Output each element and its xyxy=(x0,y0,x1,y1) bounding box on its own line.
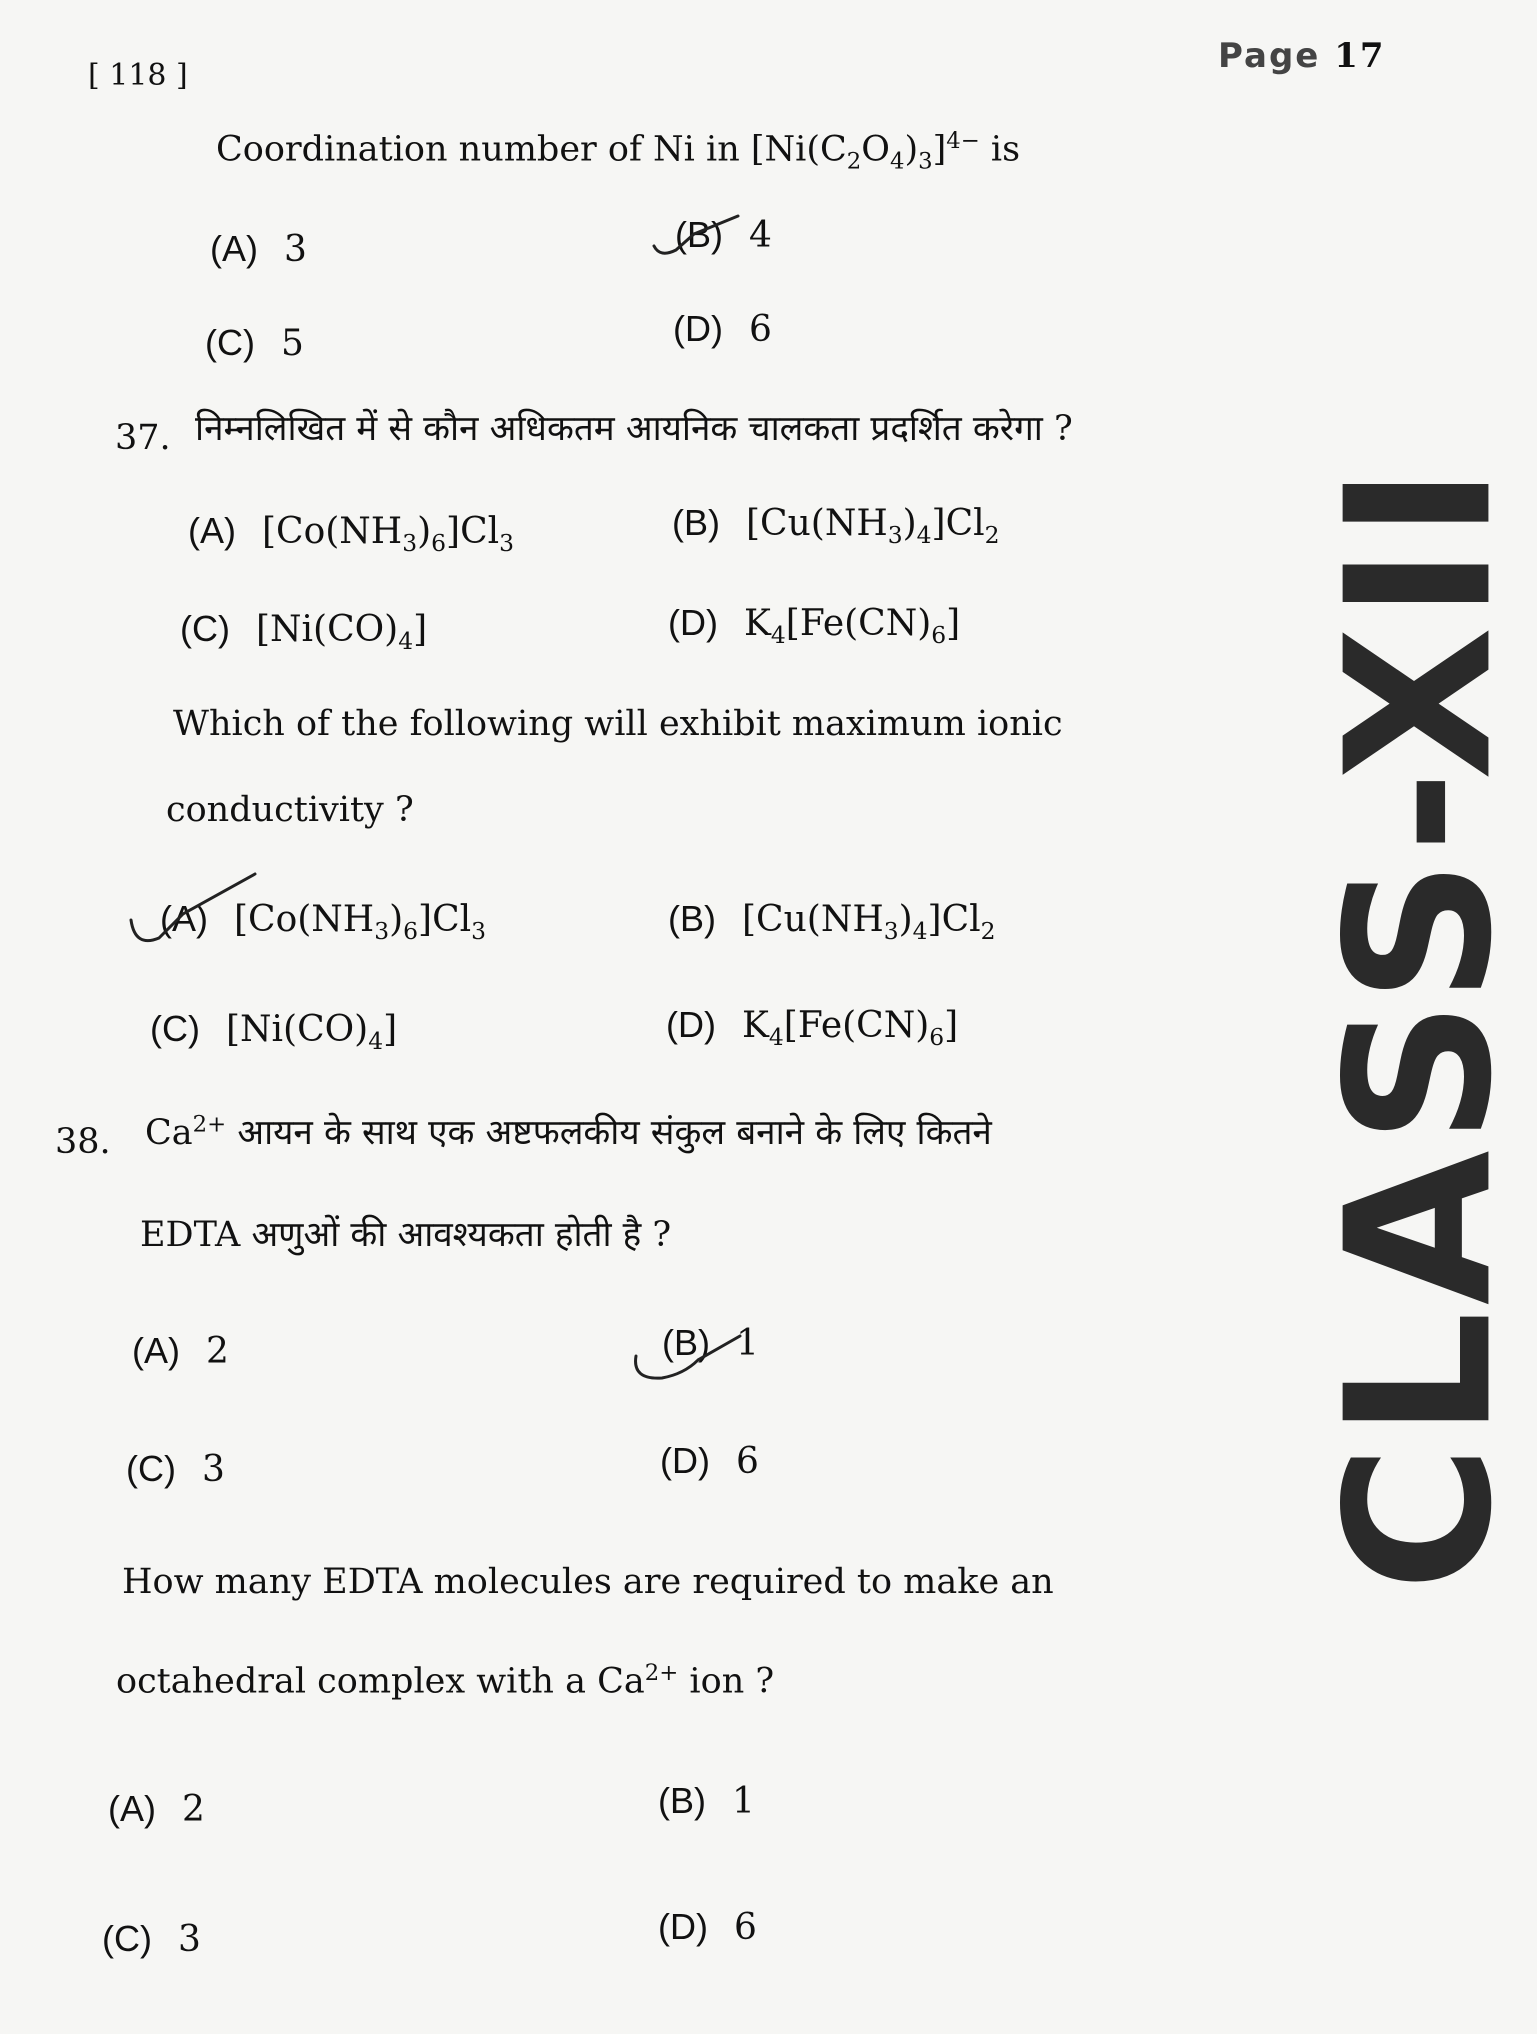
q38-hi-option-a: (A) 2 xyxy=(132,1330,229,1372)
q38-hi-option-d: (D) 6 xyxy=(660,1440,759,1482)
q37-en-option-c: (C) $[Ni(CO)_4]$ xyxy=(150,1008,398,1056)
q38-text-english-line1: How many EDTA molecules are required to make an xyxy=(122,1562,1054,1602)
q37-text-english-line1: Which of the following will exhibit maximum ionic xyxy=(173,704,1063,744)
q38-number: 38. xyxy=(55,1122,111,1162)
q36-option-d: (D) 6 xyxy=(673,308,772,350)
page-value: 17 xyxy=(1334,36,1386,76)
q37-hi-option-d: (D) $K_4[Fe(CN)_6]$ xyxy=(668,602,961,650)
q38-hi-option-b: (B) 1 xyxy=(662,1322,759,1364)
q38-en-option-b: (B) 1 xyxy=(658,1780,755,1822)
q38-en-option-c: (C) 3 xyxy=(102,1918,201,1960)
q38-text-hindi-line1: $Ca^{2+}$ आयन के साथ एक अष्टफलकीय संकुल बनाने के लिए कितने xyxy=(145,1111,992,1153)
page-label xyxy=(1218,36,1386,76)
q37-text-english-line2: conductivity ? xyxy=(166,790,414,830)
q36-option-c: (C) 5 xyxy=(205,322,304,364)
q37-en-option-b: (B) $[Cu(NH_3)_4]Cl_2$ xyxy=(668,898,996,946)
q38-en-option-a: (A) 2 xyxy=(108,1788,205,1830)
q37-en-option-a: (A) $[Co(NH_3)_6]Cl_3$ xyxy=(160,898,487,946)
q36-text: Coordination number of Ni in $[Ni(C_2O_4)_3]^{4-}$ is xyxy=(216,128,1021,175)
q37-number: 37. xyxy=(115,418,171,458)
q38-text-english-line2: octahedral complex with a $Ca^{2+}$ ion ? xyxy=(116,1660,775,1702)
q37-hi-option-a: (A) $[Co(NH_3)_6]Cl_3$ xyxy=(188,510,515,558)
q38-en-option-d: (D) 6 xyxy=(658,1906,757,1948)
class-banner xyxy=(1303,420,1537,1630)
tick-mark-q38-b xyxy=(628,1318,748,1388)
q37-en-option-d: (D) $K_4[Fe(CN)_6]$ xyxy=(666,1004,959,1052)
q37-hi-option-c: (C) $[Ni(CO)_4]$ xyxy=(180,608,428,656)
q37-text-hindi: निम्नलिखित में से कौन अधिकतम आयनिक चालकता प्रदर्शित करेगा ? xyxy=(195,409,1073,449)
page-word: Page xyxy=(1218,36,1321,76)
class-banner-text: CLASS-XII xyxy=(1303,459,1537,1591)
tick-mark-q37-a xyxy=(125,868,265,958)
q38-hi-option-c: (C) 3 xyxy=(126,1448,225,1490)
q36-option-b: (B) 4 xyxy=(675,214,772,256)
page-number: [ 118 ] xyxy=(88,58,188,93)
q38-text-hindi-line2: EDTA अणुओं की आवश्यकता होती है ? xyxy=(140,1215,672,1255)
tick-mark-q36-b xyxy=(648,206,748,266)
q36-option-a: (A) 3 xyxy=(210,228,307,270)
q37-hi-option-b: (B) $[Cu(NH_3)_4]Cl_2$ xyxy=(672,502,1000,550)
